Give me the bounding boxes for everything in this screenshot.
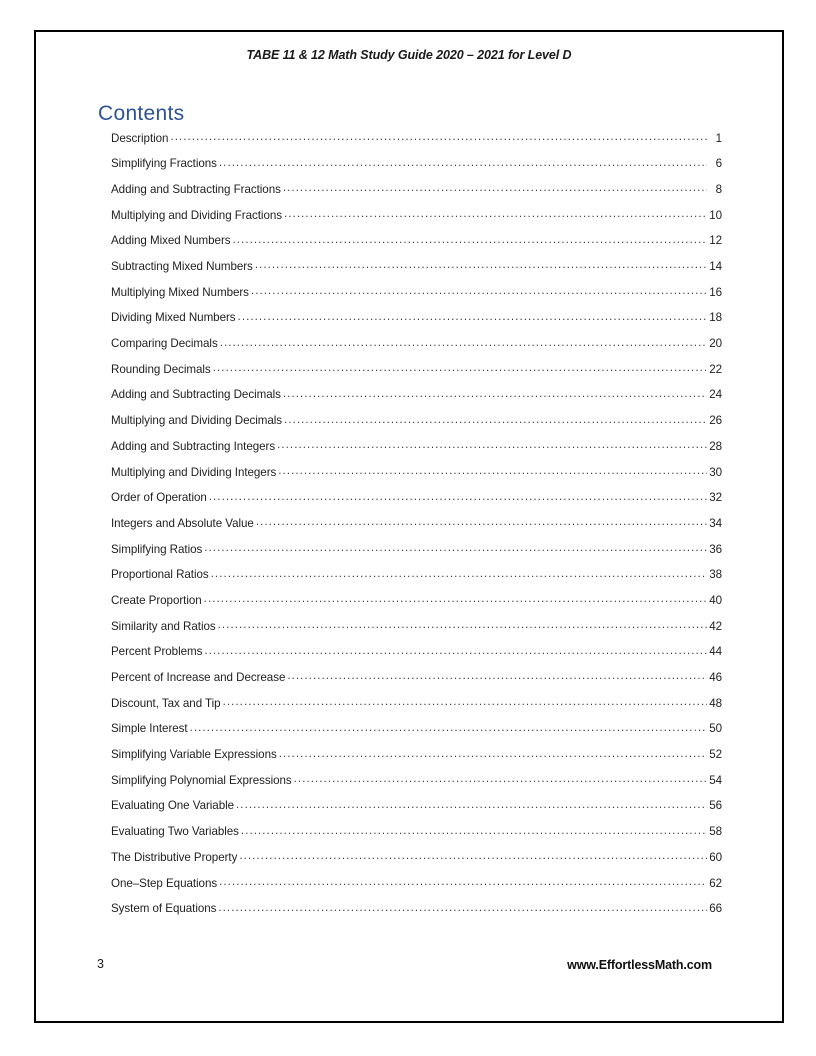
toc-entry[interactable] <box>111 490 722 516</box>
toc-dot-leader <box>238 310 707 322</box>
toc-dot-leader <box>277 438 707 450</box>
toc-entry-page-number: 38 <box>709 568 722 582</box>
toc-dot-leader <box>213 361 707 373</box>
toc-entry[interactable] <box>111 130 722 156</box>
toc-entry[interactable] <box>111 336 722 362</box>
toc-entry[interactable] <box>111 387 722 413</box>
toc-dot-leader <box>218 901 707 913</box>
table-of-contents <box>111 130 722 926</box>
toc-dot-leader <box>211 567 707 579</box>
toc-entry[interactable] <box>111 310 722 336</box>
toc-entry-title: Simplifying Polynomial Expressions <box>111 773 292 787</box>
toc-entry-page-number: 42 <box>709 619 722 633</box>
toc-entry-page-number: 60 <box>709 850 722 864</box>
toc-entry[interactable] <box>111 284 722 310</box>
toc-entry-page-number: 22 <box>709 362 722 376</box>
toc-entry-title: Multiplying Mixed Numbers <box>111 285 249 299</box>
toc-entry-title: Subtracting Mixed Numbers <box>111 260 253 274</box>
toc-entry[interactable] <box>111 669 722 695</box>
toc-entry[interactable] <box>111 644 722 670</box>
toc-entry-title: Create Proportion <box>111 593 202 607</box>
toc-entry-page-number: 28 <box>709 439 722 453</box>
toc-entry-title: Simplifying Variable Expressions <box>111 748 277 762</box>
toc-entry[interactable] <box>111 258 722 284</box>
toc-entry[interactable] <box>111 413 722 439</box>
toc-dot-leader <box>283 181 707 193</box>
toc-entry-page-number: 32 <box>709 491 722 505</box>
toc-dot-leader <box>256 515 707 527</box>
toc-entry-page-number: 18 <box>709 311 722 325</box>
toc-entry-page-number: 12 <box>709 234 722 248</box>
toc-entry[interactable] <box>111 618 722 644</box>
toc-entry-title: Similarity and Ratios <box>111 619 216 633</box>
toc-entry[interactable] <box>111 233 722 259</box>
toc-entry[interactable] <box>111 156 722 182</box>
toc-entry-page-number: 40 <box>709 593 722 607</box>
toc-entry[interactable] <box>111 207 722 233</box>
toc-entry-title: Multiplying and Dividing Integers <box>111 465 277 479</box>
toc-entry-page-number: 30 <box>709 465 722 479</box>
toc-dot-leader <box>170 130 707 142</box>
running-header-title: TABE 11 & 12 Math Study Guide 2020 – 2021 for Level D <box>246 48 572 62</box>
toc-entry-title: Dividing Mixed Numbers <box>111 311 236 325</box>
toc-entry-title: Multiplying and Dividing Fractions <box>111 208 282 222</box>
toc-entry-title: Proportional Ratios <box>111 568 209 582</box>
toc-entry[interactable] <box>111 695 722 721</box>
toc-entry-title: Discount, Tax and Tip <box>111 696 221 710</box>
toc-entry[interactable] <box>111 361 722 387</box>
toc-dot-leader <box>236 798 707 810</box>
toc-entry-page-number: 20 <box>709 337 722 351</box>
toc-entry-title: Comparing Decimals <box>111 337 218 351</box>
toc-entry-page-number: 24 <box>709 388 722 402</box>
toc-entry-page-number: 36 <box>709 542 722 556</box>
toc-entry-page-number: 1 <box>715 131 722 145</box>
toc-dot-leader <box>223 695 707 707</box>
toc-dot-leader <box>204 592 707 604</box>
toc-entry[interactable] <box>111 515 722 541</box>
toc-dot-leader <box>287 669 707 681</box>
toc-dot-leader <box>233 233 707 245</box>
toc-entry[interactable] <box>111 901 722 927</box>
toc-entry-page-number: 62 <box>709 876 722 890</box>
toc-entry[interactable] <box>111 464 722 490</box>
toc-dot-leader <box>219 156 707 168</box>
toc-entry[interactable] <box>111 824 722 850</box>
toc-dot-leader <box>239 849 707 861</box>
toc-entry-title: Simplifying Fractions <box>111 157 217 171</box>
toc-entry[interactable] <box>111 567 722 593</box>
toc-dot-leader <box>219 875 707 887</box>
toc-entry-page-number: 44 <box>709 645 722 659</box>
toc-entry-title: Percent Problems <box>111 645 203 659</box>
toc-dot-leader <box>284 207 707 219</box>
toc-entry[interactable] <box>111 181 722 207</box>
toc-entry-page-number: 52 <box>709 748 722 762</box>
toc-dot-leader <box>241 824 707 836</box>
toc-dot-leader <box>218 618 707 630</box>
toc-entry-page-number: 34 <box>709 516 722 530</box>
toc-entry-page-number: 10 <box>709 208 722 222</box>
toc-entry-page-number: 6 <box>715 157 722 171</box>
toc-entry-page-number: 46 <box>709 671 722 685</box>
toc-entry-page-number: 8 <box>715 182 722 196</box>
toc-entry-page-number: 56 <box>709 799 722 813</box>
toc-dot-leader <box>283 387 707 399</box>
toc-entry[interactable] <box>111 747 722 773</box>
toc-dot-leader <box>278 464 707 476</box>
toc-entry-title: Simple Interest <box>111 722 188 736</box>
toc-entry-title: Integers and Absolute Value <box>111 516 254 530</box>
toc-entry-page-number: 14 <box>709 260 722 274</box>
toc-dot-leader <box>190 721 707 733</box>
toc-dot-leader <box>251 284 707 296</box>
toc-entry-page-number: 50 <box>709 722 722 736</box>
toc-entry[interactable] <box>111 721 722 747</box>
toc-entry-title: Rounding Decimals <box>111 362 211 376</box>
toc-dot-leader <box>209 490 707 502</box>
toc-entry[interactable] <box>111 798 722 824</box>
toc-entry-page-number: 48 <box>709 696 722 710</box>
toc-entry-title: Adding and Subtracting Decimals <box>111 388 281 402</box>
toc-entry-title: Percent of Increase and Decrease <box>111 671 286 685</box>
page-title: Contents <box>98 102 185 125</box>
toc-entry[interactable] <box>111 541 722 567</box>
footer-page-number: 3 <box>97 957 104 971</box>
toc-entry-title: The Distributive Property <box>111 850 238 864</box>
toc-entry[interactable] <box>111 592 722 618</box>
toc-entry-title: Evaluating One Variable <box>111 799 235 813</box>
toc-entry-title: Adding Mixed Numbers <box>111 234 231 248</box>
toc-entry-title: Adding and Subtracting Fractions <box>111 182 281 196</box>
toc-entry-page-number: 54 <box>709 773 722 787</box>
toc-entry-page-number: 16 <box>709 285 722 299</box>
toc-dot-leader <box>204 644 707 656</box>
toc-entry-title: One–Step Equations <box>111 876 218 890</box>
toc-dot-leader <box>294 772 707 784</box>
toc-dot-leader <box>255 258 707 270</box>
footer-website: www.EffortlessMath.com <box>567 958 712 972</box>
toc-entry-page-number: 66 <box>709 902 722 916</box>
toc-entry[interactable] <box>111 772 722 798</box>
toc-entry-title: Description <box>111 131 169 145</box>
toc-dot-leader <box>284 413 707 425</box>
toc-entry-title: Evaluating Two Variables <box>111 825 239 839</box>
toc-entry-title: Multiplying and Dividing Decimals <box>111 414 283 428</box>
toc-entry-title: System of Equations <box>111 902 217 916</box>
toc-dot-leader <box>279 747 707 759</box>
toc-entry[interactable] <box>111 438 722 464</box>
toc-entry-title: Simplifying Ratios <box>111 542 203 556</box>
toc-entry-title: Order of Operation <box>111 491 207 505</box>
toc-dot-leader <box>220 336 707 348</box>
toc-entry[interactable] <box>111 849 722 875</box>
toc-entry-page-number: 26 <box>709 414 722 428</box>
toc-dot-leader <box>204 541 707 553</box>
toc-entry[interactable] <box>111 875 722 901</box>
toc-entry-title: Adding and Subtracting Integers <box>111 439 276 453</box>
toc-entry-page-number: 58 <box>709 825 722 839</box>
